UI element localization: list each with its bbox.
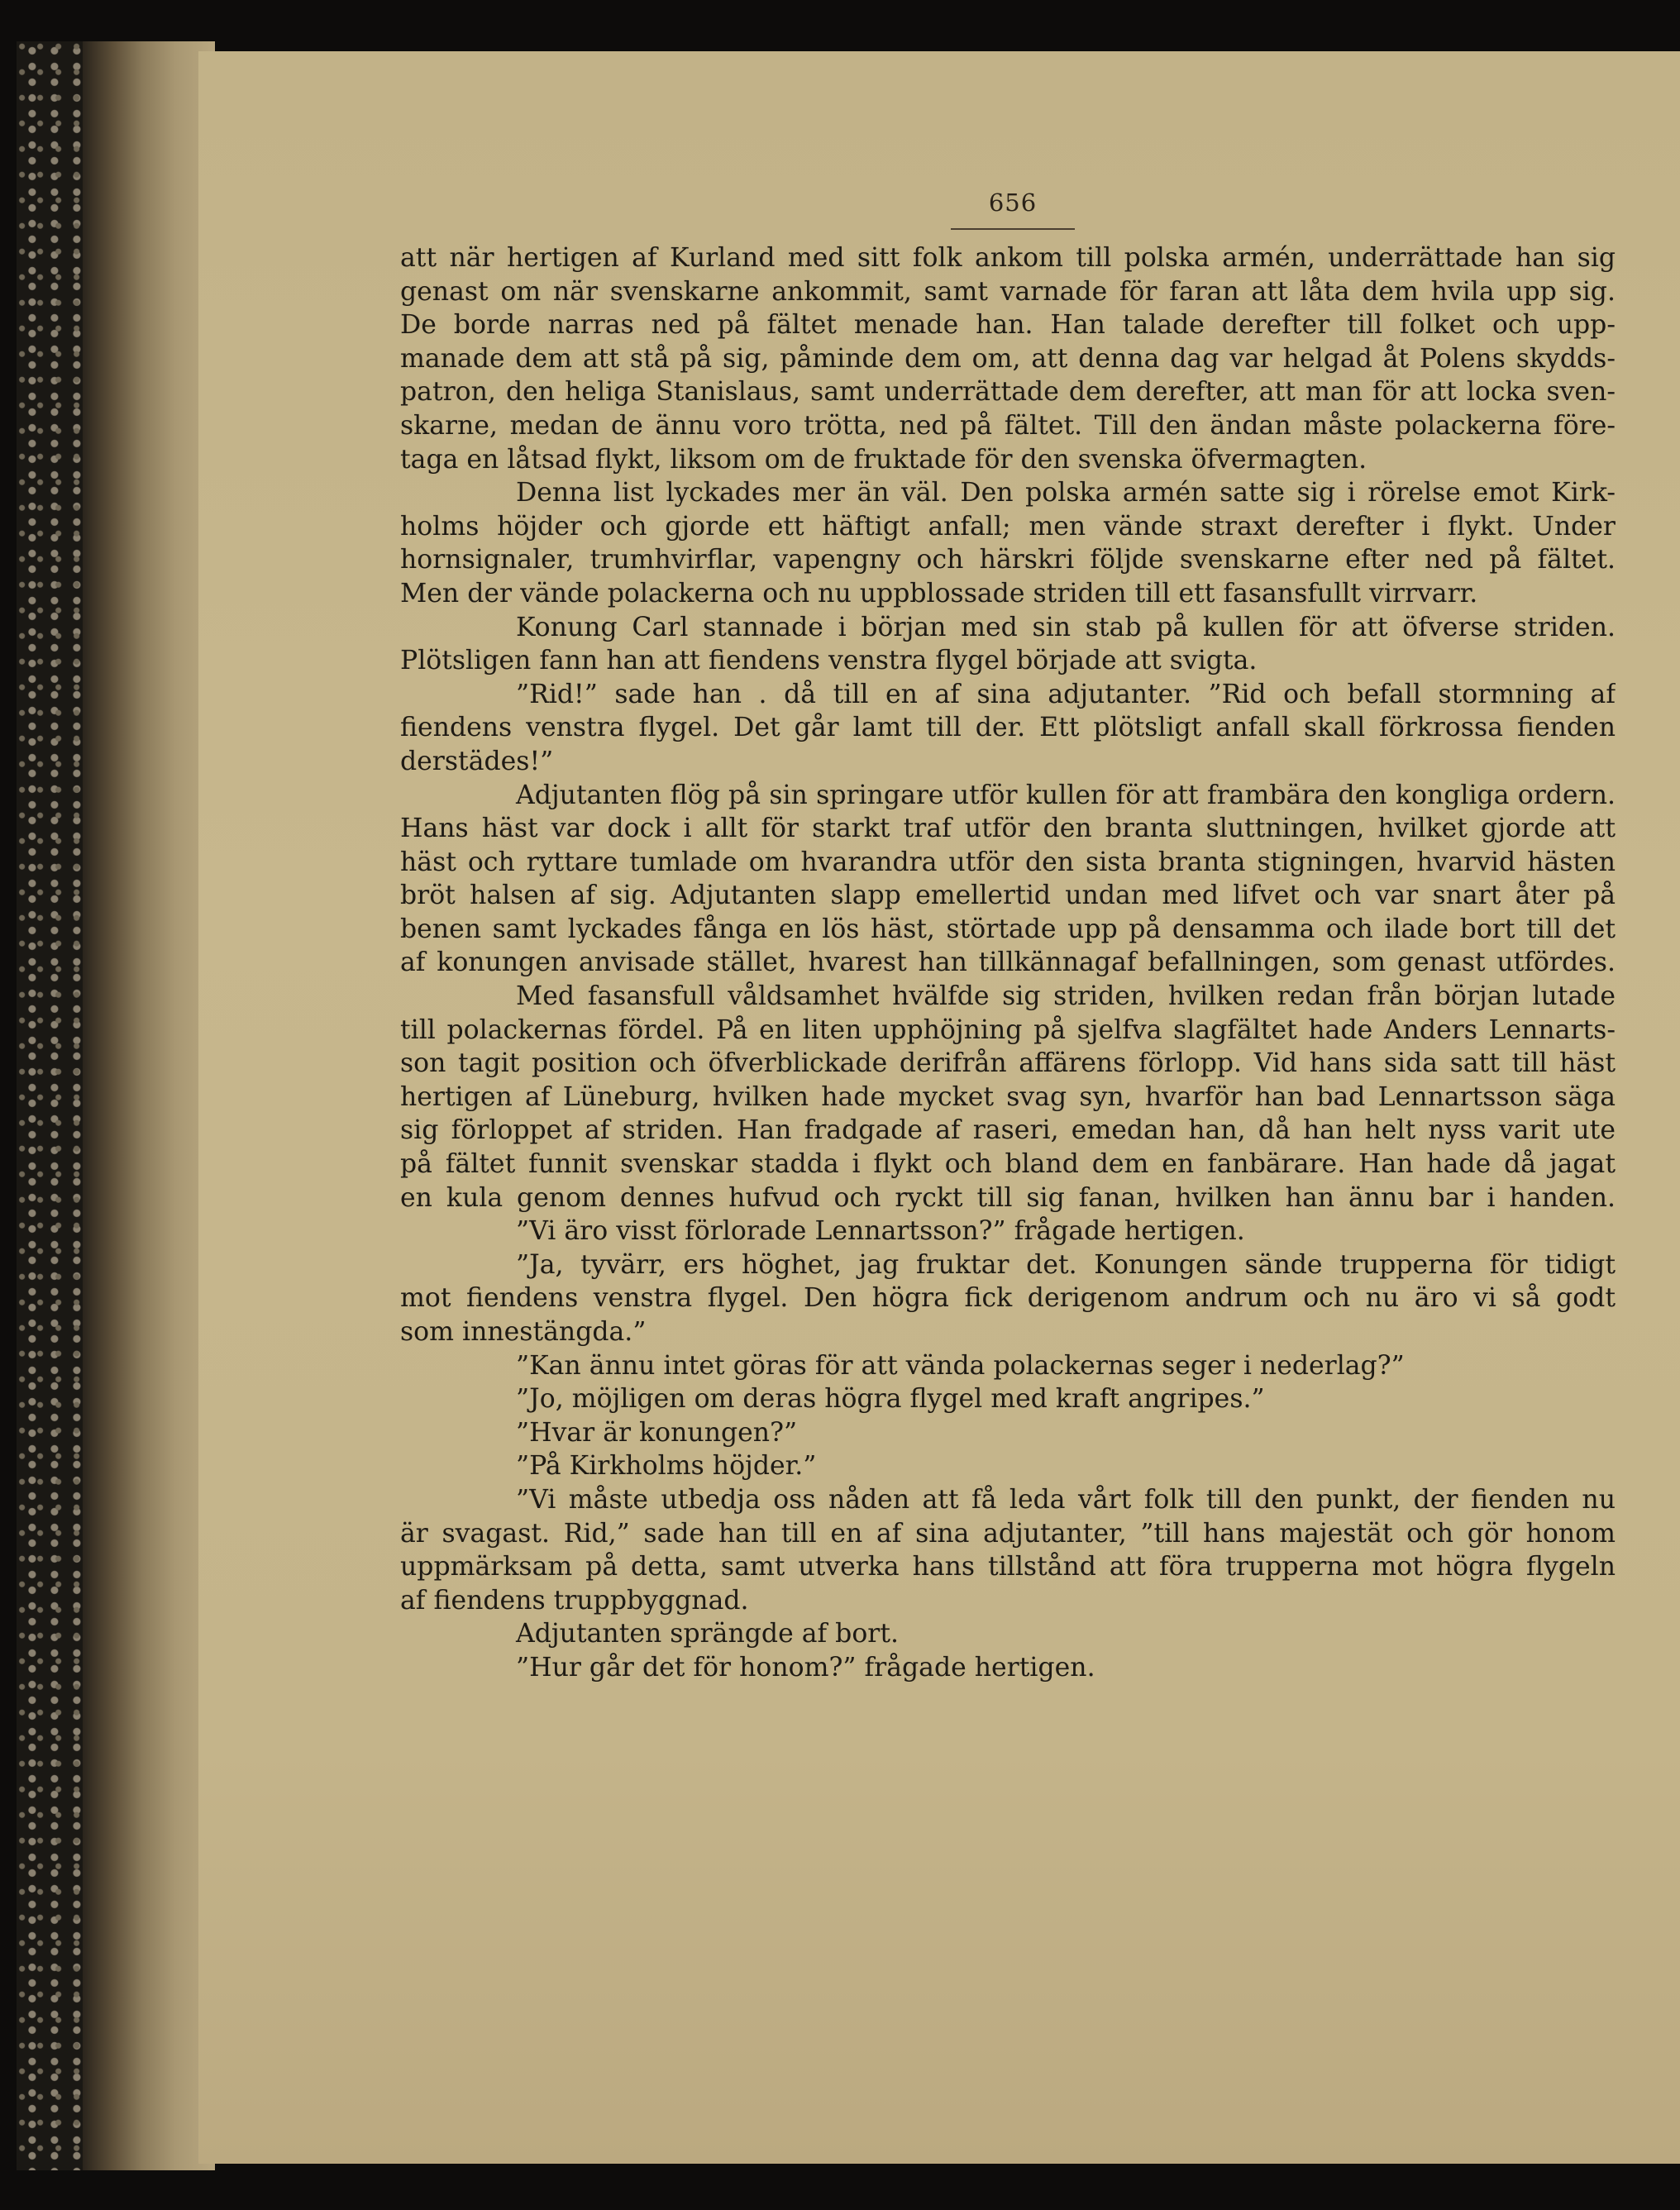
text-line: De borde narras ned på fältet menade han. Han talade derefter till folket och upp-	[400, 310, 1616, 341]
text-line: Hans häst var dock i allt för starkt traf utför den branta sluttningen, hvilket gjorde att	[400, 814, 1616, 844]
text-line: Men der vände polackerna och nu uppblossade striden till ett fasansfullt virrvarr.	[400, 578, 1478, 609]
text-line: ”Kan ännu intet göras för att vända polackernas seger i nederlag?”	[516, 1350, 1405, 1381]
page-number-rule	[951, 228, 1075, 230]
text-line: skarne, medan de ännu voro trötta, ned på fältet. Till den ändan måste polackerna före-	[400, 410, 1616, 441]
text-line: hornsignaler, trumhvirflar, vapengny och härskri följde svenskarne efter ned på fältet.	[400, 545, 1616, 575]
text-line: Konung Carl stannade i början med sin stab på kullen för att öfverse striden.	[516, 612, 1616, 642]
text-line: genast om när svenskarne ankommit, samt varnade för faran att låta dem hvila upp sig.	[400, 276, 1616, 307]
text-line: som innestängda.”	[400, 1317, 647, 1347]
text-line: uppmärksam på detta, samt utverka hans tillstånd att föra trupperna mot högra flygeln	[400, 1552, 1616, 1582]
text-line: ”Hvar är konungen?”	[516, 1417, 798, 1448]
text-line: ”Hur går det för honom?” frågade hertigen.	[516, 1652, 1095, 1683]
text-line: manade dem att stå på sig, påminde dem om, att denna dag var helgad åt Polens skydds-	[400, 343, 1616, 374]
text-line: på fältet funnit svenskar stadda i flykt och bland dem en fanbärare. Han hade då jagat	[400, 1149, 1616, 1180]
book-spine-gutter	[83, 41, 215, 2170]
text-line: att när hertigen af Kurland med sitt folk ankom till polska armén, underrättade han sig	[400, 243, 1616, 273]
text-line: ”Rid!” sade han . då till en af sina adjutanter. ”Rid och befall stormning af	[516, 679, 1616, 709]
text-line: patron, den heliga Stanislaus, samt underrättade dem derefter, att man för att locka sven-	[400, 377, 1616, 408]
text-line: Plötsligen fann han att fiendens venstra flygel började att svigta.	[400, 646, 1258, 676]
text-line: Adjutanten sprängde af bort.	[516, 1619, 900, 1649]
text-line: ”På Kirkholms höjder.”	[516, 1451, 817, 1482]
text-line: hertigen af Lüneburg, hvilken hade mycket svag syn, hvarför han bad Lennartsson säga	[400, 1081, 1616, 1112]
text-line: ”Vi måste utbedja oss nåden att få leda vårt folk till den punkt, der fienden nu	[516, 1484, 1616, 1515]
text-line: en kula genom dennes hufvud och ryckt till sig fanan, hvilken han ännu bar i handen.	[400, 1182, 1616, 1213]
body-text	[400, 241, 1616, 1685]
book-cover-edge	[17, 41, 91, 2170]
text-line: mot fiendens venstra flygel. Den högra fick derigenom andrum och nu äro vi så godt	[400, 1283, 1616, 1314]
text-line: till polackernas fördel. På en liten upphöjning på sjelfva slagfältet hade Anders Lennarts-	[400, 1014, 1616, 1045]
text-line: af fiendens truppbyggnad.	[400, 1585, 749, 1616]
text-line: fiendens venstra flygel. Det går lamt till der. Ett plötsligt anfall skall förkrossa fienden	[400, 713, 1616, 743]
text-line: af konungen anvisade stället, hvarest han tillkännagaf befallningen, som genast utfördes.	[400, 947, 1616, 978]
text-line: benen samt lyckades fånga en lös häst, störtade upp på densamma och ilade bort till det	[400, 914, 1616, 944]
text-line: derstädes!”	[400, 746, 554, 776]
text-line: Med fasansfull våldsamhet hvälfde sig striden, hvilken redan från början lutade	[516, 981, 1616, 1012]
text-line: ”Jo, möjligen om deras högra flygel med kraft angripes.”	[516, 1384, 1265, 1415]
text-line: bröt halsen af sig. Adjutanten slapp emellertid undan med lifvet och var snart åter på	[400, 881, 1616, 911]
text-line: sig förloppet af striden. Han fradgade af raseri, emedan han, då han helt nyss varit ute	[400, 1115, 1616, 1146]
text-line: taga en låtsad flykt, liksom om de fruktade för den svenska öfvermagten.	[400, 444, 1367, 475]
text-line: son tagit position och öfverblickade derifrån affärens förlopp. Vid hans sida satt till häst	[400, 1048, 1616, 1079]
text-line: ”Vi äro visst förlorade Lennartsson?” frågade hertigen.	[516, 1216, 1245, 1247]
text-line: är svagast. Rid,” sade han till en af sina adjutanter, ”till hans majestät och gör honom	[400, 1518, 1616, 1549]
page-number: 656	[988, 189, 1038, 217]
text-line: Adjutanten flög på sin springare utför kullen för att frambära den kongliga ordern.	[516, 780, 1616, 810]
text-line: häst och ryttare tumlade om hvarandra utför den sista branta stigningen, hvarvid hästen	[400, 847, 1616, 877]
text-line: ”Ja, tyvärr, ers höghet, jag fruktar det. Konungen sände trupperna för tidigt	[516, 1249, 1616, 1280]
text-line: holms höjder och gjorde ett häftigt anfall; men vände straxt derefter i flykt. Under	[400, 511, 1616, 542]
text-line: Denna list lyckades mer än väl. Den polska armén satte sig i rörelse emot Kirk-	[516, 478, 1616, 508]
